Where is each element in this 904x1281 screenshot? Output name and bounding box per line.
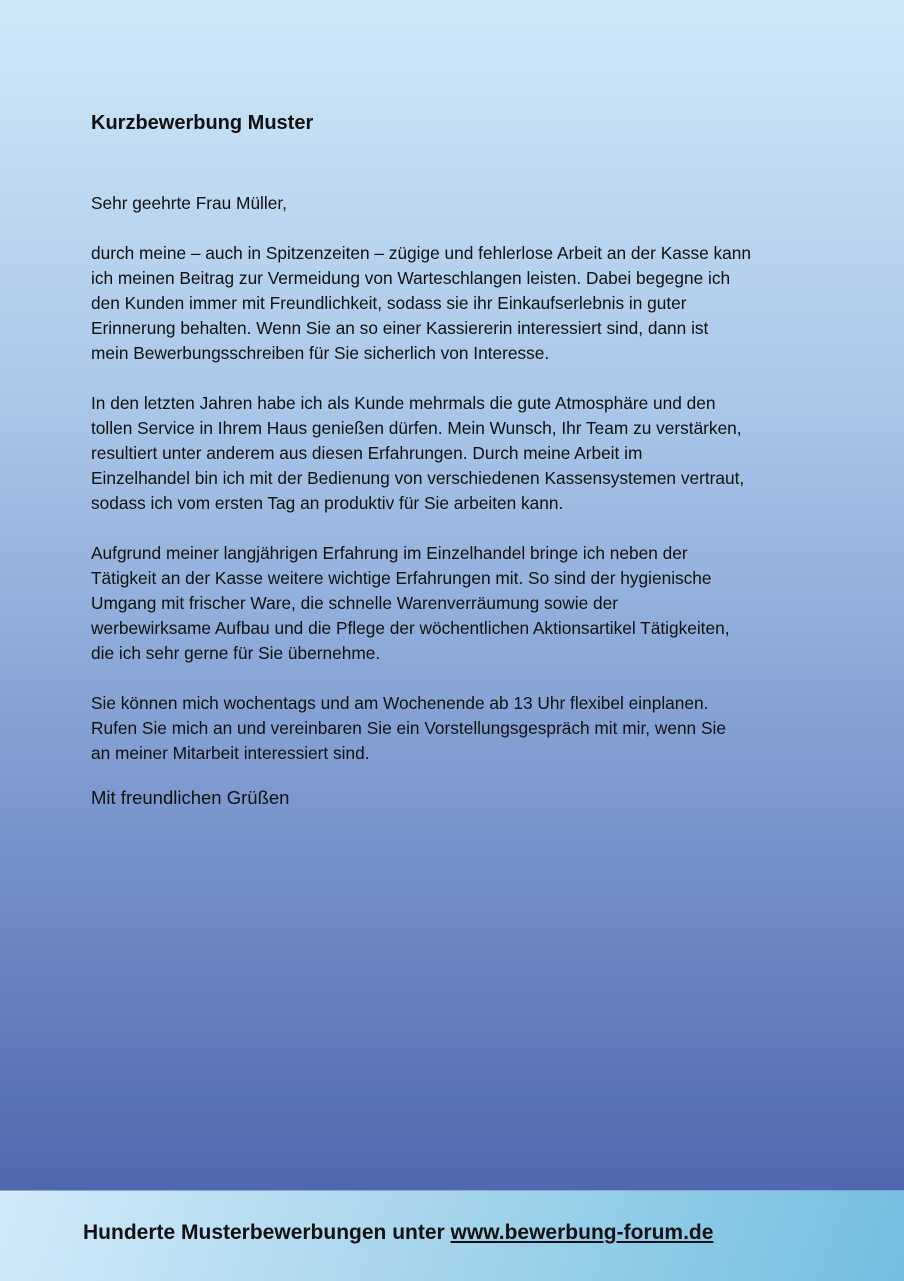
letter-body xyxy=(91,191,751,810)
paragraph-line: tollen Service in Ihrem Haus genießen dürfen. Mein Wunsch, Ihr Team zu verstärken, xyxy=(91,418,742,438)
page-title: Kurzbewerbung Muster xyxy=(91,112,314,134)
paragraph-line: Umgang mit frischer Ware, die schnelle Warenverräumung sowie der xyxy=(91,593,618,613)
paragraph-line: ich meinen Beitrag zur Vermeidung von Warteschlangen leisten. Dabei begegne ich xyxy=(91,268,731,288)
paragraph-line: sodass ich vom ersten Tag an produktiv für Sie arbeiten kann. xyxy=(91,493,564,513)
paragraph xyxy=(91,541,751,666)
paragraph-line: In den letzten Jahren habe ich als Kunde mehrmals die gute Atmosphäre und den xyxy=(91,393,716,413)
paragraph-line: den Kunden immer mit Freundlichkeit, sodass sie ihr Einkaufserlebnis in guter xyxy=(91,293,687,313)
paragraph-line: durch meine – auch in Spitzenzeiten – zügige und fehlerlose Arbeit an der Kasse kann xyxy=(91,243,751,263)
footer-link[interactable]: www.bewerbung-forum.de xyxy=(450,1221,714,1244)
paragraph-line: Aufgrund meiner langjährigen Erfahrung im Einzelhandel bringe ich neben der xyxy=(91,543,688,563)
footer-label: Hunderte Musterbewerbungen unter xyxy=(83,1221,451,1244)
paragraph-line: resultiert unter anderem aus diesen Erfahrungen. Durch meine Arbeit im xyxy=(91,443,643,463)
paragraph-line: Tätigkeit an der Kasse weitere wichtige Erfahrungen mit. So sind der hygienische xyxy=(91,568,712,588)
paragraph xyxy=(91,241,751,366)
paragraph-line: mein Bewerbungsschreiben für Sie sicherlich von Interesse. xyxy=(91,343,550,363)
paragraph-line: Einzelhandel bin ich mit der Bedienung von verschiedenen Kassensystemen vertraut, xyxy=(91,468,745,488)
salutation: Sehr geehrte Frau Müller, xyxy=(91,193,287,213)
paragraph-line: Rufen Sie mich an und vereinbaren Sie ein Vorstellungsgespräch mit mir, wenn Sie xyxy=(91,718,726,738)
paragraph-line: Sie können mich wochentags und am Wochenende ab 13 Uhr flexibel einplanen. xyxy=(91,693,709,713)
footer-text xyxy=(83,1221,713,1245)
paragraph xyxy=(91,391,751,516)
paragraph xyxy=(91,691,751,766)
paragraph-line: die ich sehr gerne für Sie übernehme. xyxy=(91,643,381,663)
paragraph-line: Erinnerung behalten. Wenn Sie an so einer Kassiererin interessiert sind, dann ist xyxy=(91,318,709,338)
paragraph-line: an meiner Mitarbeit interessiert sind. xyxy=(91,743,370,763)
paragraph-line: werbewirksame Aufbau und die Pflege der wöchentlichen Aktionsartikel Tätigkeiten, xyxy=(91,618,730,638)
closing: Mit freundlichen Grüßen xyxy=(91,787,290,808)
